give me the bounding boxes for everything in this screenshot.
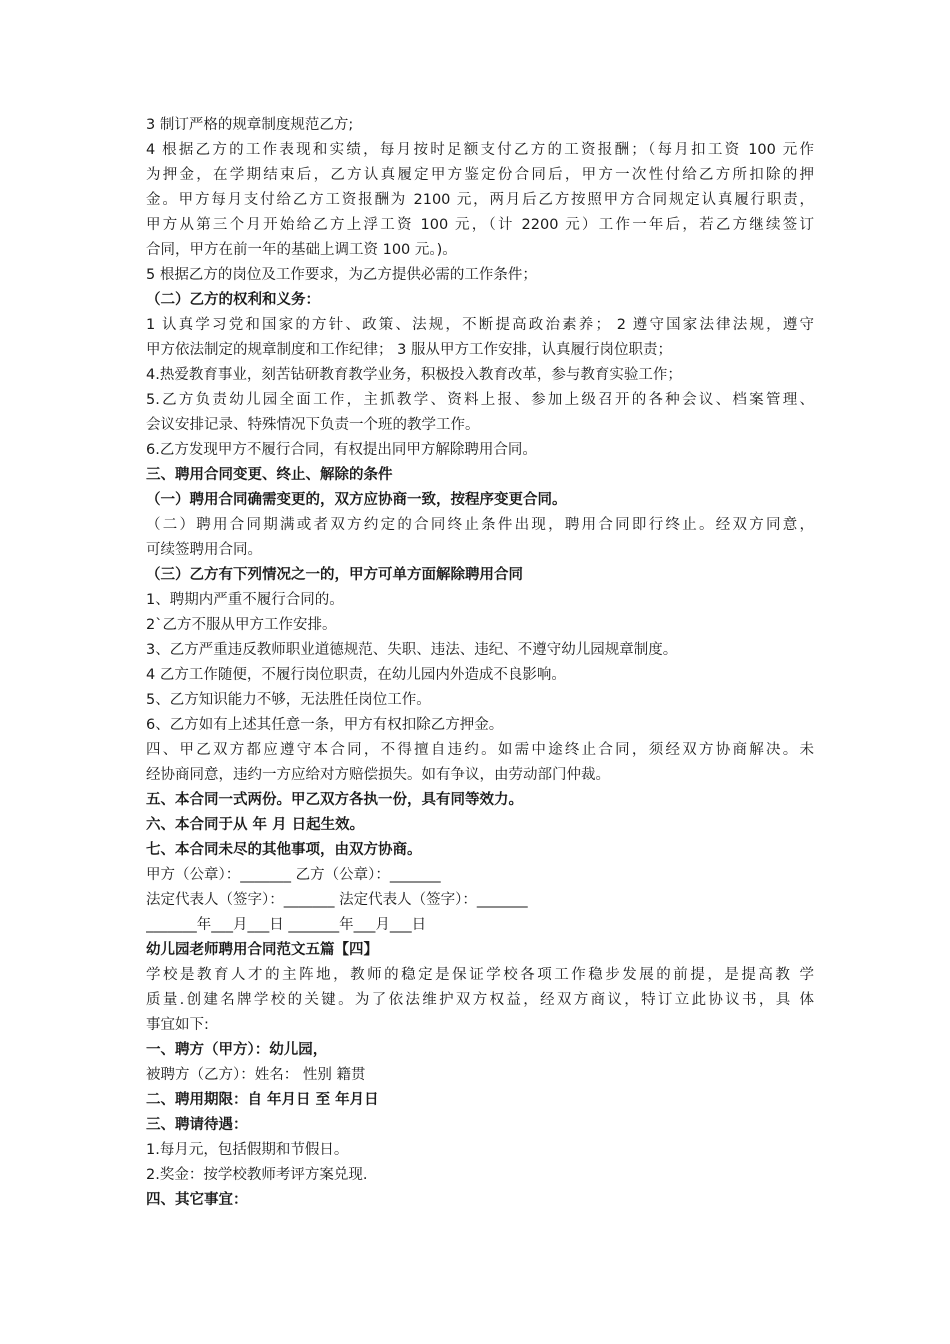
text-line: 2`乙方不服从甲方工作安排。 (146, 617, 337, 633)
text-line: 经协商同意，违约一方应给对方赔偿损失。如有争议，由劳动部门仲裁。 (146, 767, 610, 783)
section-heading: 一、聘方（甲方）：幼儿园， (146, 1042, 328, 1058)
text-line: 4.热爱教育事业，刻苦钻研教育教学业务，积极投入教育改革，参与教育实验工作； (146, 367, 682, 383)
section-heading: 三、聘请待遇： (146, 1117, 248, 1133)
signature-line: 甲方（公章）：_______ 乙方（公章）：_______ (146, 867, 441, 883)
text-line: 质量.创建名牌学校的关键。为了依法维护双方权益，经双方商议，特订立此协议书，具 体 (146, 992, 814, 1008)
text-line: 四、甲乙双方都应遵守本合同，不得擅自违约。如需中途终止合同，须经双方协商解决。未 (146, 742, 814, 758)
text-line: 学校是教育人才的主阵地，教师的稳定是保证学校各项工作稳步发展的前提，是提高教 学 (146, 967, 814, 983)
text-line: 4 根据乙方的工作表现和实绩，每月按时足额支付乙方的工资报酬；（每月扣工资 100 元作 (146, 142, 814, 158)
text-line: 5、乙方知识能力不够，无法胜任岗位工作。 (146, 692, 431, 708)
text-line: 6、乙方如有上述其任意一条，甲方有权扣除乙方押金。 (146, 717, 504, 733)
document-page (146, 113, 814, 1213)
text-line: 为押金，在学期结束后，乙方认真履定甲方鉴定份合同后，甲方一次性付给乙方所扣除的押 (146, 167, 814, 183)
section-heading: 六、本合同于从 年 月 日起生效。 (146, 817, 365, 833)
text-line: 5 根据乙方的岗位及工作要求，为乙方提供必需的工作条件； (146, 267, 537, 283)
text-line: 金。甲方每月支付给乙方工资报酬为 2100 元，两月后乙方按照甲方合同规定认真履行职责， (146, 192, 814, 208)
text-line: 会议安排记录、特殊情况下负责一个班的教学工作。 (146, 417, 480, 433)
section-heading: （二）乙方的权利和义务： (146, 292, 320, 308)
section-heading: 七、本合同未尽的其他事项，由双方协商。 (146, 842, 422, 858)
section-heading: （三）乙方有下列情况之一的，甲方可单方面解除聘用合同 (146, 567, 523, 583)
text-line: 2.奖金：按学校教师考评方案兑现. (146, 1167, 368, 1183)
document-title: 幼儿园老师聘用合同范文五篇【四】 (146, 942, 378, 958)
text-line: 4 乙方工作随便，不履行岗位职责，在幼儿园内外造成不良影响。 (146, 667, 566, 683)
date-line: _______年___月___日 _______年___月___日 (146, 917, 427, 933)
text-line: 5.乙方负责幼儿园全面工作，主抓教学、资料上报、参加上级召开的各种会议、档案管理、 (146, 392, 814, 408)
signature-line: 法定代表人（签字）：_______ 法定代表人（签字）：_______ (146, 892, 528, 908)
text-line: 1.每月元，包括假期和节假日。 (146, 1142, 349, 1158)
section-heading: 二、聘用期限：自 年月日 至 年月日 (146, 1092, 379, 1108)
text-line: 1、聘期内严重不履行合同的。 (146, 592, 344, 608)
text-line: 事宜如下: (146, 1017, 209, 1033)
section-heading: 五、本合同一式两份。甲乙双方各执一份，具有同等效力。 (146, 792, 523, 808)
section-heading: 四、其它事宜： (146, 1192, 248, 1208)
text-line: 被聘方（乙方）：姓名： 性别 籍贯 (146, 1067, 366, 1083)
text-line: 甲方从第三个月开始给乙方上浮工资 100 元，（计 2200 元）工作一年后，若乙方继续签订 (146, 217, 814, 233)
text-line: 3、乙方严重违反教师职业道德规范、失职、违法、违纪、不遵守幼儿园规章制度。 (146, 642, 678, 658)
section-heading: （一）聘用合同确需变更的，双方应协商一致，按程序变更合同。 (146, 492, 567, 508)
text-line: 1 认真学习党和国家的方针、政策、法规，不断提高政治素养； 2 遵守国家法律法规，遵守 (146, 317, 814, 333)
text-line: 可续签聘用合同。 (146, 542, 262, 558)
section-heading: 三、聘用合同变更、终止、解除的条件 (146, 467, 393, 483)
text-line: （二）聘用合同期满或者双方约定的合同终止条件出现，聘用合同即行终止。经双方同意， (146, 517, 814, 533)
text-line: 甲方依法制定的规章制度和工作纪律； 3 服从甲方工作安排，认真履行岗位职责； (146, 342, 672, 358)
text-line: 3 制订严格的规章制度规范乙方; (146, 117, 354, 133)
text-line: 合同，甲方在前一年的基础上调工资 100 元。)。 (146, 242, 457, 258)
text-line: 6.乙方发现甲方不履行合同，有权提出同甲方解除聘用合同。 (146, 442, 537, 458)
